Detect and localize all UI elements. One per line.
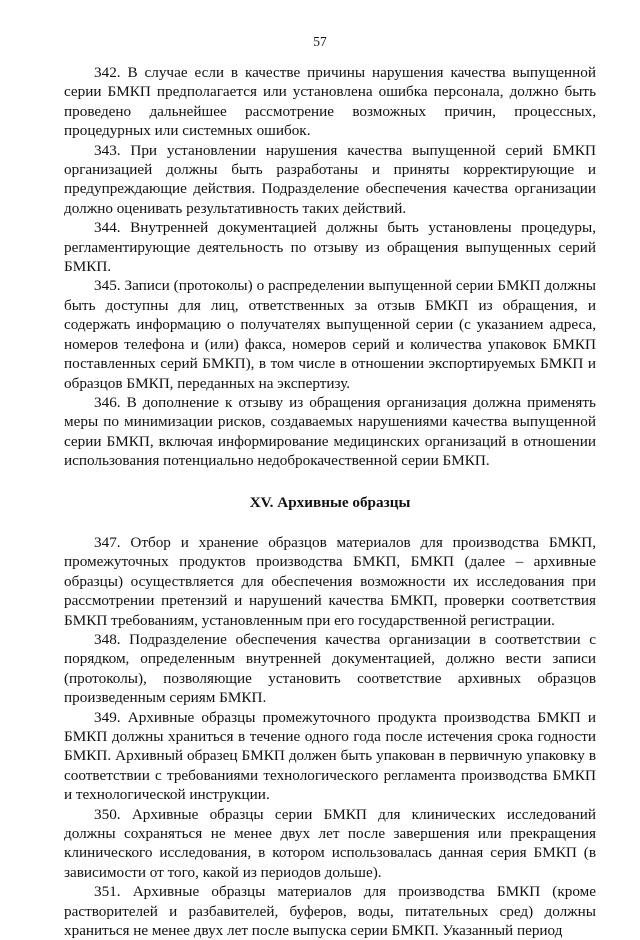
- page-number: 57: [313, 34, 327, 49]
- document-body: [64, 63, 596, 940]
- paragraph-351: 351. Архивные образцы материалов для производства БМКП (кроме растворителей и разбавителей, буферов, воды, питательных сред) должны храниться не менее двух лет после выпуска серии БМКП. Указанный период: [64, 883, 596, 940]
- paragraph-349: 349. Архивные образцы промежуточного продукта производства БМКП и БМКП должны храниться в течение одного года после истечения срока годности БМКП. Архивный образец БМКП должен быть упакован в первичную упаковку в соответствии с требованиями технологического регламента производства БМКП и технологической инструкции.: [64, 708, 596, 804]
- paragraph-342: 342. В случае если в качестве причины нарушения качества выпущенной серии БМКП предполагается или установлена ошибка персонала, должно быть проведено дальнейшее рассмотрение возможных причин, процессных, процедурных или системных ошибок.: [64, 64, 596, 140]
- paragraph-343: 343. При установлении нарушения качества выпущенной серий БМКП организацией должны быть разработаны и приняты корректирующие и предупреждающие действия. Подразделение обеспечения качества организации должно оценивать результативность таких действий.: [64, 141, 596, 217]
- section-heading: XV. Архивные образцы: [249, 493, 411, 511]
- paragraph-345: 345. Записи (протоколы) о распределении выпущенной серии БМКП должны быть доступны для лиц, ответственных за отзыв БМКП из обращения, и содержать информацию о получателях выпущенной серии (с указанием адреса, номеров телефона и (или) факса, номеров серий и количества упаковок БМКП поставленных серий БМКП), в том числе в отношении экспортируемых БМКП и образцов БМКП, переданных на экспертизу.: [64, 277, 596, 392]
- paragraph-346: 346. В дополнение к отзыву из обращения организация должна применять меры по минимизации рисков, создаваемых нарушениями качества выпущенной серии БМКП, включая информирование медицинских организаций в отношении использования потенциально недоброкачественной серии БМКП.: [64, 393, 596, 470]
- paragraph-350: 350. Архивные образцы серии БМКП для клинических исследований должны сохраняться не менее двух лет после завершения или прекращения клинического исследования, в котором использовалась данная серия БМКП (в зависимости от того, какой из периодов дольше).: [64, 805, 596, 881]
- paragraph-347: 347. Отбор и хранение образцов материалов для производства БМКП, промежуточных продуктов производства БМКП, БМКП (далее – архивные образцы) осуществляется для обеспечения возможности их исследования при рассмотрении претензий и нарушений качества БМКП, проверки соответствия БМКП требованиям, установленным при его государственной регистрации.: [64, 533, 596, 629]
- paragraph-344: 344. Внутренней документацией должны быть установлены процедуры, регламентирующие деятельность по отзыву из обращения выпущенных серий БМКП.: [64, 219, 596, 276]
- paragraph-348: 348. Подразделение обеспечения качества организации в соответствии с порядком, определенным внутренней документацией, должно вести записи (протоколы), позволяющие установить соответствие архивных образцов произведенным сериям БМКП.: [64, 630, 596, 707]
